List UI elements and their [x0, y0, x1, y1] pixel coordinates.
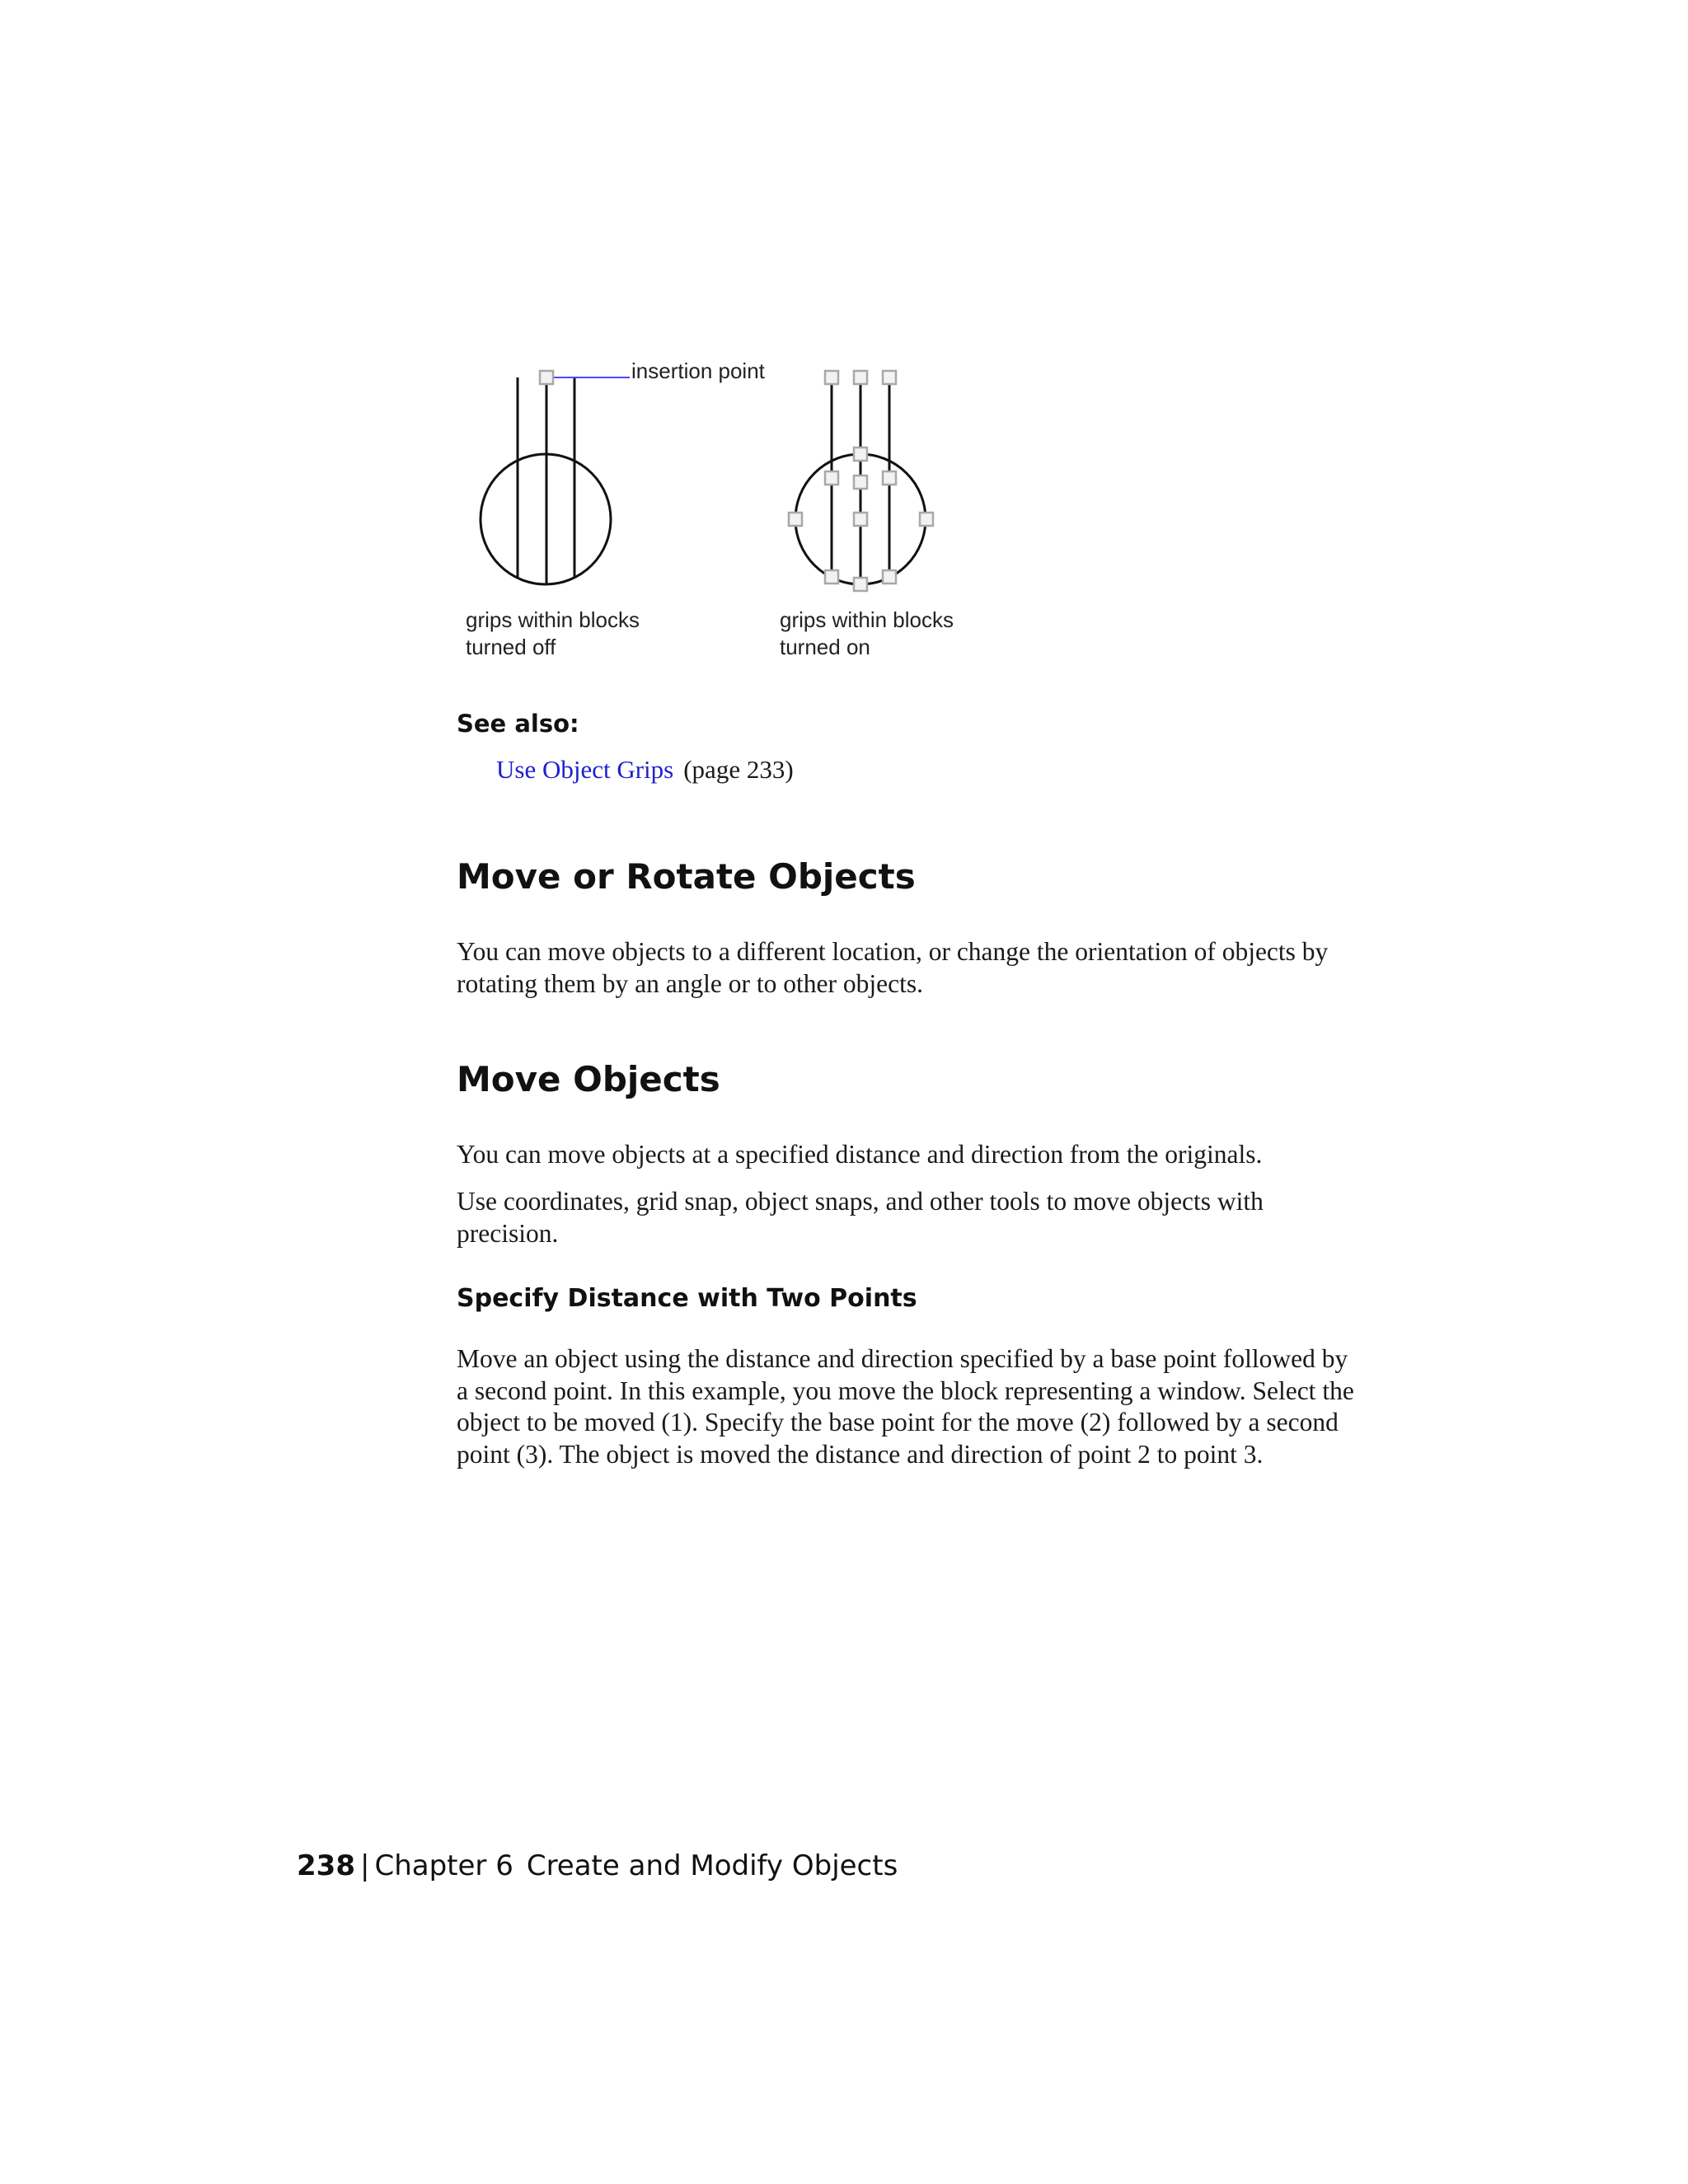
paragraph-move-objects-2: Use coordinates, grid snap, object snaps, and other tools to move objects with precision. [457, 1187, 1264, 1248]
footer-separator: | [359, 1849, 370, 1882]
grip-marker [883, 371, 896, 384]
use-object-grips-link[interactable]: Use Object Grips [496, 755, 674, 784]
paragraph-move-or-rotate: You can move objects to a different location, or change the orientation of objects by rotating them by an angle or to other objects. [457, 937, 1329, 998]
grip-marker [920, 513, 933, 526]
grip-marker [825, 471, 838, 485]
caption-line: turned off [466, 635, 556, 659]
caption-line: grips within blocks [466, 607, 640, 632]
caption-grips-off [466, 607, 640, 661]
page-reference: (page 233) [683, 755, 794, 784]
heading-move-or-rotate-objects: Move or Rotate Objects [457, 856, 916, 897]
caption-line: turned on [780, 635, 870, 659]
grip-marker [883, 570, 896, 583]
grip-marker [854, 476, 867, 489]
grip-marker [825, 570, 838, 583]
grip-marker [854, 371, 867, 384]
see-also-entry [496, 753, 794, 786]
caption-grips-on [780, 607, 954, 661]
grip-marker [825, 371, 838, 384]
caption-line: grips within blocks [780, 607, 954, 632]
grips-diagram [457, 354, 985, 602]
grip-marker [854, 448, 867, 461]
see-also-label: See also: [457, 710, 579, 738]
grip-marker [854, 578, 867, 591]
page-number: 238 [297, 1849, 355, 1882]
paragraph-specify-distance: Move an object using the distance and direction specified by a base point followed by a second point. In this example, you move the block representing a window. Select the object to be moved (1). Specify the base point for the move (2) followed by a second point (3). The object is moved the distance and direction of point 2 to point 3. [457, 1344, 1354, 1469]
grip-marker [883, 471, 896, 485]
grip-marker [854, 513, 867, 526]
insertion-point-label: insertion point [631, 359, 765, 383]
chapter-title: Create and Modify Objects [526, 1849, 898, 1882]
insertion-point-grip [540, 371, 553, 384]
grip-marker [789, 513, 802, 526]
heading-specify-distance: Specify Distance with Two Points [457, 1284, 917, 1313]
chapter-label: Chapter 6 [374, 1849, 513, 1882]
block-grips-off [481, 377, 611, 584]
heading-move-objects: Move Objects [457, 1059, 720, 1099]
grips-figure [457, 354, 985, 668]
paragraph-move-objects-1: You can move objects at a specified distance and direction from the originals. [457, 1140, 1263, 1169]
page-footer [297, 1848, 898, 1884]
